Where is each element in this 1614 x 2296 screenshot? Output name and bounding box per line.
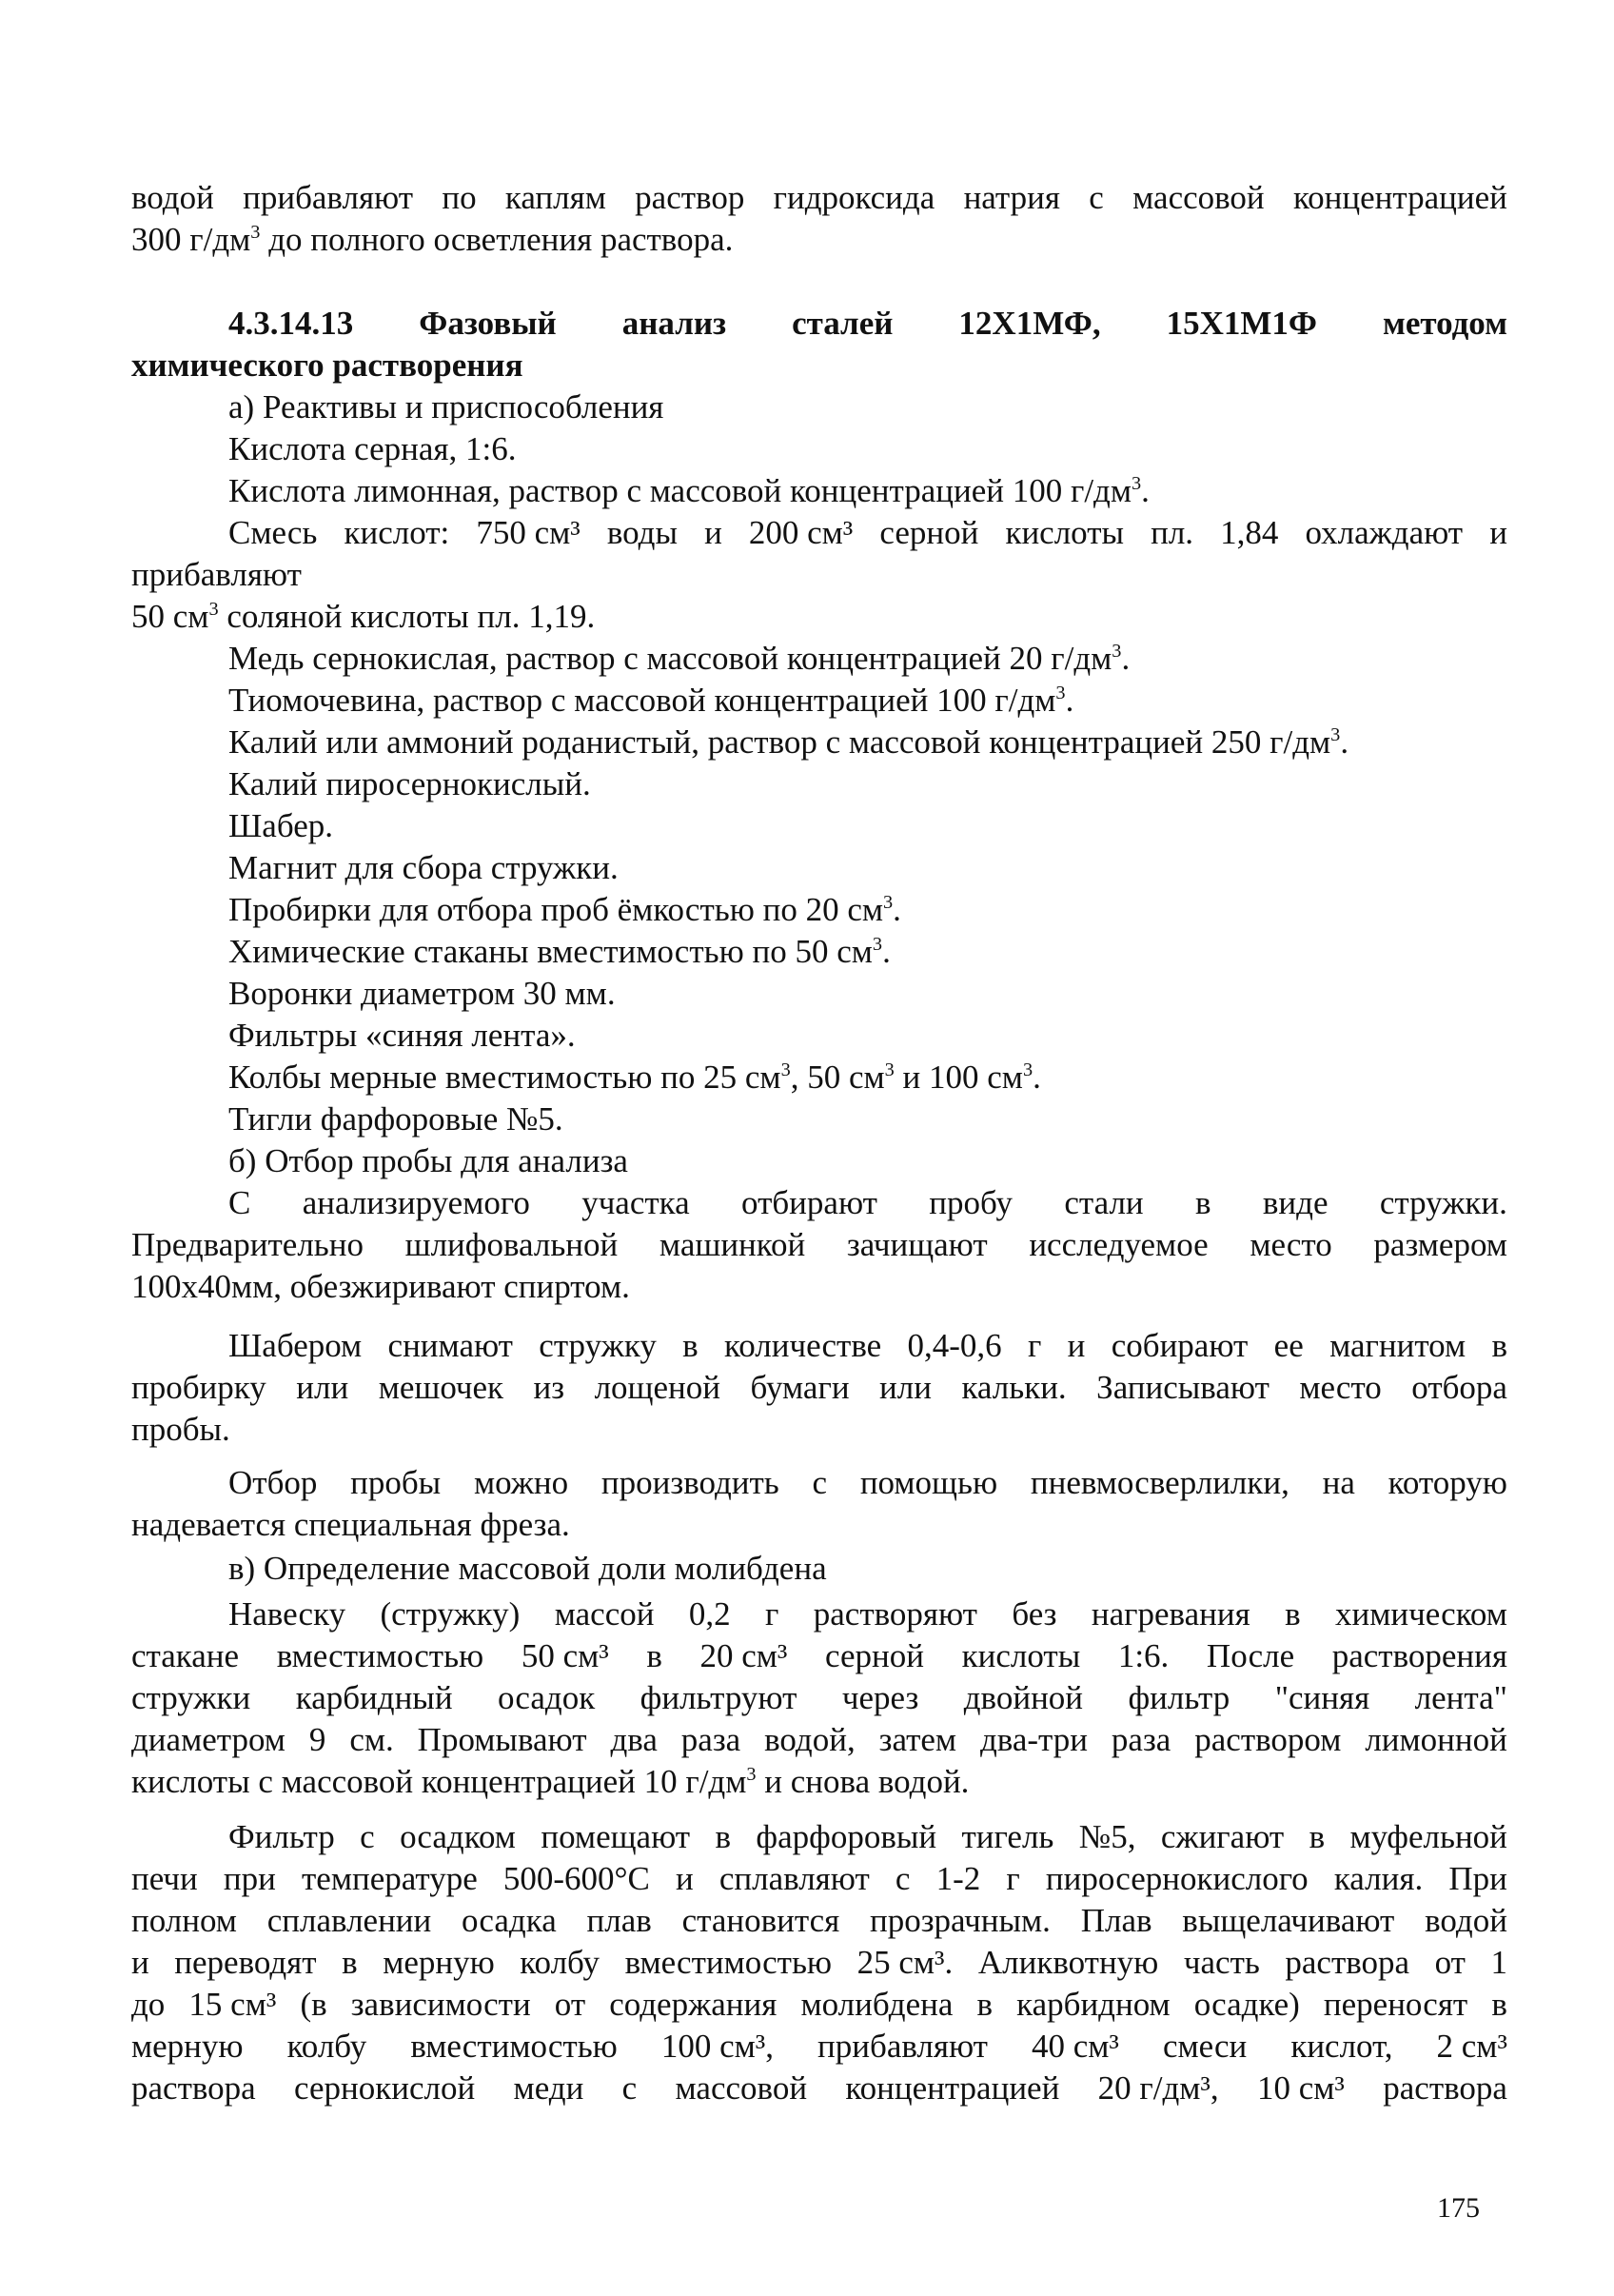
word: 40 см³ [1031,2028,1119,2065]
reagent-item [228,680,1073,722]
text: . [882,933,891,970]
word: при [223,1860,276,1897]
word: фильтруют [640,1679,797,1716]
word: лента" [1414,1679,1507,1716]
word: 1 [1490,1944,1507,1981]
word: кислоты [1005,514,1125,551]
word: концентрацией [845,2069,1060,2107]
word: бумаги [750,1369,850,1406]
word: которую [1388,1464,1507,1501]
equipment-item: Воронки диаметром 30 мм. [228,975,616,1012]
reagent-item: Калий пиросернокислый. [228,765,591,802]
text-line [131,1858,1507,1900]
text-line: 100х40мм, обезжиривают спиртом. [131,1268,630,1305]
word: Навеску [228,1595,346,1633]
word: место [1250,1226,1332,1263]
word: и [131,1944,149,1981]
word: пробу [929,1184,1013,1221]
word: снимают [387,1327,513,1364]
word: При [1448,1860,1507,1897]
word: температуре [301,1860,478,1897]
word: 200 см³ [748,514,854,551]
word: 20 см³ [699,1637,788,1674]
superscript: 3 [250,222,261,244]
word: пробы [350,1464,442,1501]
word: массой [554,1595,655,1633]
word: нагревания [1091,1595,1250,1633]
word: без [1012,1595,1057,1633]
word: кислот: [344,514,450,551]
word: После [1206,1637,1295,1674]
word: стружки. [1379,1184,1507,1221]
word: мерную [383,1944,495,1981]
section-heading-cont: химического растворения [131,346,523,384]
word: и [704,514,722,551]
word: вместимостью [624,1944,833,1981]
word: 750 см³ [476,514,581,551]
word: 2 см³ [1436,2028,1507,2065]
text: . [1121,640,1131,677]
word: вместимостью [276,1637,484,1674]
text-line [131,1635,1507,1677]
word: г [1027,1327,1042,1364]
word: осадком [400,1818,516,1855]
word: переводят [174,1944,317,1981]
text: Калий или аммоний роданистый, раствор с массовой концентрацией 250 г/дм [228,723,1331,761]
word: 20 г/дм³, [1097,2069,1219,2107]
word: 9 [308,1721,326,1758]
text: 50 см [131,598,209,635]
word: сернокислой [294,2069,476,2107]
word: раствора [1285,1944,1410,1981]
word: размером [1373,1226,1507,1263]
word: Фазовый [419,305,557,342]
word: колбу [520,1944,600,1981]
word: помощью [859,1464,998,1501]
word: колбу [286,2028,367,2065]
text: и 100 см [894,1059,1023,1096]
word: в [976,1986,994,2023]
subsection-title: в) Определение массовой доли молибдена [228,1550,827,1587]
text-line [131,1900,1507,1942]
reagent-item [228,722,1348,763]
superscript: 3 [746,1764,757,1786]
subsection-title: а) Реактивы и приспособления [228,388,664,426]
word: №5, [1078,1818,1136,1855]
word: двойной [963,1679,1084,1716]
word: помещают [541,1818,691,1855]
word: 1,84 [1220,514,1279,551]
word: водой [1425,1902,1507,1939]
word: растворяют [813,1595,977,1633]
word: С [228,1184,251,1221]
superscript: 3 [208,599,219,621]
word: от [1434,1944,1466,1981]
word: Плав [1080,1902,1152,1939]
word: сталей [792,305,894,342]
word: ее [1273,1327,1304,1364]
word: лощеной [594,1369,721,1406]
word: Шабером [228,1327,363,1364]
word: серной [825,1637,925,1674]
word: диаметром [131,1721,285,1758]
word: 1-2 [935,1860,981,1897]
word: стали [1064,1184,1144,1221]
word: через [841,1679,919,1716]
text-line [228,1593,1507,1635]
word: сжигают [1160,1818,1285,1855]
word: отбирают [741,1184,877,1221]
reagent-item: Кислота серная, 1:6. [228,430,517,467]
word: до [131,1986,166,2023]
word: кислот, [1290,2028,1393,2065]
word: кальки. [961,1369,1067,1406]
text-line: пробы. [131,1411,230,1448]
word: переносят [1323,1986,1468,2023]
word: прибавляют [817,2028,988,2065]
word: натрия [963,179,1060,216]
word: Записывают [1096,1369,1270,1406]
word: в [1195,1184,1211,1221]
word: два-три [979,1721,1088,1758]
reagent-item [228,470,1150,512]
word: осадке) [1193,1986,1300,2023]
text: . [1033,1059,1041,1096]
word: два [610,1721,658,1758]
word: в [646,1637,662,1674]
text-line: прибавляют [131,556,302,593]
word: водой, [764,1721,856,1758]
reagent-item [228,638,1130,680]
word: методом [1383,305,1507,342]
word: стружку [539,1327,657,1364]
text: . [1340,723,1349,761]
text: Химические стаканы вместимостью по 50 см [228,933,873,970]
word: в [1491,1327,1507,1364]
word: массовой [1132,179,1265,216]
word: (в [300,1986,327,2023]
word: мерную [131,2028,244,2065]
word: шлифовальной [404,1226,619,1263]
word: пиросернокислого [1045,1860,1309,1897]
word: или [879,1369,932,1406]
word: и [1067,1327,1086,1364]
word: массовой [675,2069,808,2107]
equipment-item: Магнит для сбора стружки. [228,849,619,886]
text-line [131,177,1507,219]
word: количестве [724,1327,882,1364]
word: Промывают [417,1721,587,1758]
word: серной [879,514,979,551]
word: с [360,1818,375,1855]
word: стружки [131,1679,251,1716]
equipment-item [228,889,901,931]
word: с [895,1860,911,1897]
text: Пробирки для отбора проб ёмкостью по 20 см [228,891,884,928]
word: на [1322,1464,1355,1501]
word: 15Х1М1Ф [1166,305,1317,342]
word: кислоты [961,1637,1081,1674]
word: стакане [131,1637,240,1674]
word: машинкой [659,1226,806,1263]
equipment-item [228,1057,1041,1099]
word: раствором [1194,1721,1342,1758]
word: смеси [1162,2028,1248,2065]
word: из [533,1369,565,1406]
section-heading [228,303,1507,345]
equipment-item: Тигли фарфоровые №5. [228,1100,563,1138]
word: пл. [1151,514,1194,551]
word: химическом [1335,1595,1507,1633]
superscript: 3 [1112,641,1122,663]
word: растворения [1331,1637,1507,1674]
word: 50 см³ [521,1637,609,1674]
text: . [893,891,901,928]
word: в [715,1818,732,1855]
word: содержания [609,1986,777,2023]
word: калия. [1333,1860,1424,1897]
word: участка [581,1184,690,1221]
word: в [1285,1595,1301,1633]
superscript: 3 [872,934,883,956]
text: Медь сернокислая, раствор с массовой концентрацией 20 г/дм [228,640,1112,677]
word: меди [513,2069,584,2107]
word: затем [878,1721,957,1758]
text-line [131,1942,1507,1984]
word: с [812,1464,828,1501]
word: карбидный [295,1679,453,1716]
text-line [131,2068,1507,2109]
text-line [131,1224,1507,1266]
word: раза [1111,1721,1171,1758]
text-line [131,1677,1507,1719]
word: по [442,179,477,216]
equipment-item [228,931,891,973]
word: раза [680,1721,741,1758]
word: воды [606,514,678,551]
text: 300 г/дм [131,221,251,258]
word: и [1489,514,1507,551]
text: Тиомочевина, раствор с массовой концентрацией 100 г/дм [228,682,1056,719]
subsection-title: б) Отбор пробы для анализа [228,1142,628,1179]
word: (стружку) [380,1595,521,1633]
text: Колбы мерные вместимостью по 25 см [228,1059,781,1096]
word: молибдена [800,1986,954,2023]
word: прибавляют [243,179,414,216]
word: или [296,1369,349,1406]
word: 1:6. [1117,1637,1170,1674]
superscript: 3 [883,892,894,914]
word: Предварительно [131,1226,364,1263]
superscript: 3 [1330,724,1341,746]
text-line [131,1761,969,1803]
word: сплавляют [718,1860,870,1897]
word: исследуемое [1029,1226,1209,1263]
text: до полного осветления раствора. [260,221,734,258]
word: собирают [1111,1327,1249,1364]
word: осадка [462,1902,557,1939]
word: анализ [621,305,727,342]
equipment-item: Шабер. [228,807,333,844]
word: место [1299,1369,1382,1406]
word: с [621,2069,638,2107]
heading-number: 4.3.14.13 [228,305,354,342]
word: анализируемого [302,1184,530,1221]
text-line [228,1325,1507,1367]
word: карбидном [1016,1986,1171,2023]
text-line [228,1462,1507,1504]
word: печи [131,1860,198,1897]
page-number: 175 [1437,2192,1480,2224]
word: сплавлении [266,1902,432,1939]
text-line [131,2026,1507,2068]
word: раствор [635,179,745,216]
reagent-item [228,512,1507,554]
word: и [676,1860,694,1897]
text: . [1065,682,1074,719]
word: 15 см³ [188,1986,277,2023]
word: магнитом [1329,1327,1466,1364]
word: в [342,1944,358,1981]
word: становится [681,1902,840,1939]
word: раствора [1383,2069,1507,2107]
word: можно [473,1464,569,1501]
word: в [1309,1818,1326,1855]
superscript: 3 [884,1059,895,1081]
superscript: 3 [780,1059,791,1081]
text: и снова водой. [756,1763,970,1800]
word: Отбор [228,1464,318,1501]
word: фарфоровый [756,1818,937,1855]
word: г [1006,1860,1020,1897]
text-line [131,1719,1507,1761]
word: пробирку [131,1369,266,1406]
word: 100 см³, [660,2028,775,2065]
word: 25 см³. [856,1944,954,1981]
word: охлаждают [1305,514,1464,551]
text-line [228,1816,1507,1858]
text-line [131,596,595,638]
text-line: надевается специальная фреза. [131,1506,570,1543]
text-line [131,219,733,261]
text-line [228,1182,1507,1224]
word: раствора [131,2069,256,2107]
text: Кислота лимонная, раствор с массовой концентрацией 100 г/дм [228,472,1132,509]
text-line [131,1367,1507,1409]
word: "синяя [1274,1679,1370,1716]
word: выщелачивают [1182,1902,1395,1939]
word: см. [349,1721,394,1758]
word: лимонной [1365,1721,1507,1758]
word: осадок [498,1679,596,1716]
word: 12Х1МФ, [958,305,1101,342]
word: муфельной [1349,1818,1507,1855]
word: виде [1262,1184,1329,1221]
word: полном [131,1902,237,1939]
superscript: 3 [1132,473,1142,495]
word: зачищают [846,1226,988,1263]
word: 500-600°С [502,1860,650,1897]
equipment-item: Фильтры «синяя лента». [228,1017,576,1054]
word: отбора [1411,1369,1507,1406]
text: , 50 см [790,1059,885,1096]
word: г [765,1595,779,1633]
word: вместимостью [410,2028,618,2065]
word: водой [131,179,214,216]
text: . [1141,472,1150,509]
word: с [1089,179,1104,216]
word: от [554,1986,586,2023]
word: зависимости [350,1986,531,2023]
word: концентрацией [1292,179,1507,216]
word: в [682,1327,699,1364]
word: Смесь [228,514,318,551]
word: Фильтр [228,1818,335,1855]
word: тигель [961,1818,1054,1855]
word: каплям [504,179,606,216]
text: кислоты с массовой концентрацией 10 г/дм [131,1763,747,1800]
word: в [1491,1986,1507,2023]
word: гидроксида [773,179,935,216]
superscript: 3 [1055,683,1066,704]
word: производить [600,1464,779,1501]
word: плав [586,1902,652,1939]
word: мешочек [378,1369,504,1406]
word: 10 см³ [1257,2069,1345,2107]
word: пневмосверлилки, [1030,1464,1289,1501]
text: соляной кислоты пл. 1,19. [218,598,596,635]
superscript: 3 [1022,1059,1033,1081]
word: 0,2 [688,1595,731,1633]
word: 0,4-0,6 [907,1327,1002,1364]
word: фильтр [1128,1679,1230,1716]
word: Аликвотную [977,1944,1159,1981]
word: прозрачным. [869,1902,1051,1939]
text-line [131,1984,1507,2026]
word: часть [1183,1944,1260,1981]
